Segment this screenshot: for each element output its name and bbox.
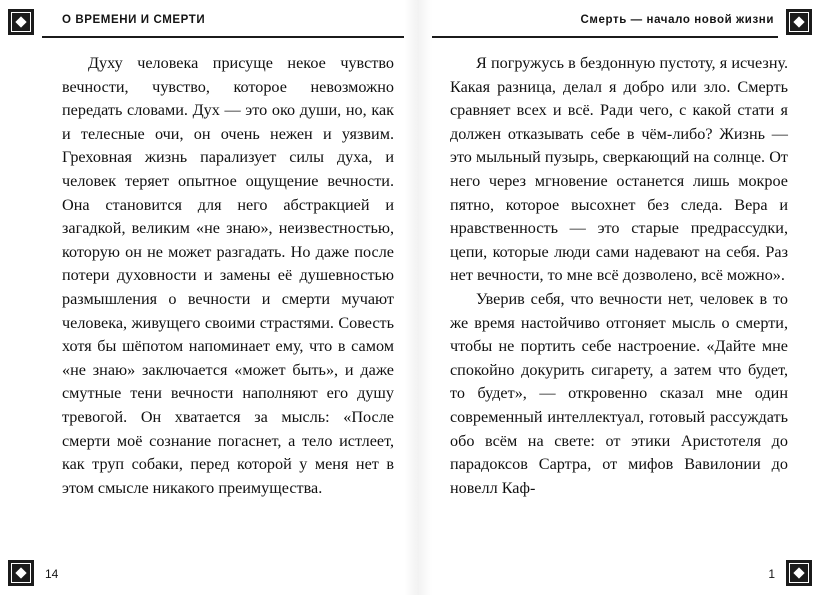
paragraph: Духу человека присуще некое чувство вечности, чувство, которое невозможно передать словами. Дух — это око души, но, как и телесные очи, он очень нежен и уязвим. Греховная жизнь парализует силы духа, и человек теряет опытное ощущение вечности. Она становится для него абстракцией и загадкой, великим «не знаю», неизвестностью, которую он не может разгадать. Но даже после потери духовности и замены её душевностью размышления о вечности и смерти мучают человека, живущего своими страстями. Совесть хотя бы шёпотом напоминает ему, что в самом «не знаю» заключается «может быть», и даже смутные тени вечности наполняют его душу тревогой. Он хватается за мысль: «После смерти моё сознание погаснет, а тело истлеет, как труп собаки, перед которой у меня нет в этом смысле никакого преимущества. (62, 54, 394, 497)
running-head-right: Смерть — начало новой жизни (580, 14, 774, 26)
body-text-left (62, 52, 394, 500)
diamond-ornament-icon (8, 9, 34, 35)
header-rule (432, 36, 778, 38)
running-head-left: О ВРЕМЕНИ И СМЕРТИ (62, 14, 206, 26)
diamond-ornament-icon (8, 560, 34, 586)
right-page (418, 0, 820, 595)
body-text-right (450, 52, 788, 500)
page-number-left: 14 (45, 567, 59, 581)
page-number-right: 1 (768, 567, 775, 581)
diamond-ornament-icon (786, 560, 812, 586)
header-rule (42, 36, 404, 38)
diamond-ornament-icon (786, 9, 812, 35)
paragraph: Уверив себя, что вечности нет, человек в то же время настойчиво отгоняет мысль о смерти, чтобы не портить себе настроение. «Дайте мне спокойно докурить сигарету, а затем что будет, то будет», — откровенно сказал мне один современный интеллектуал, готовый рассуждать обо всём на свете: от этики Аристотеля до парадоксов Сартра, от мифов Вавилонии до новелл Каф- (450, 289, 788, 497)
paragraph: Я погружусь в бездонную пустоту, я исчезну. Какая разница, делал я добро или зло. Смерть сравняет всех и всё. Ради чего, с какой стати я должен отказывать себе в чём-либо? Жизнь — это мыльный пузырь, сверкающий на солнце. От него через мгновение останется лишь мокрое пятно, которое высохнет без следа. Вера и нравственность — это старые предрассудки, цепи, которые люди сами надевают на себя. Раз нет вечности, то мне всё дозволено, всё можно». (450, 54, 788, 285)
